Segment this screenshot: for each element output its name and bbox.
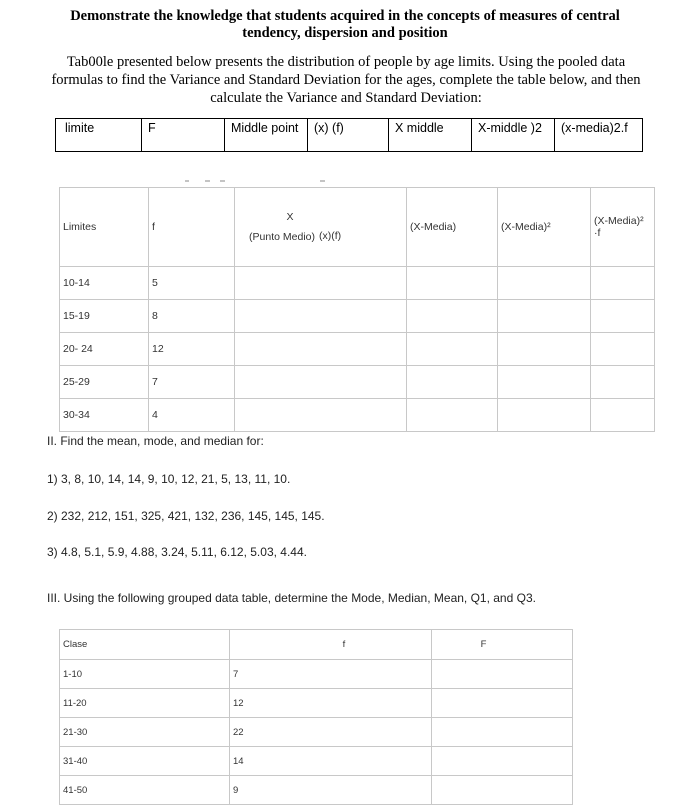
- col-clase: Clase: [60, 630, 230, 660]
- row-clase: 21-30: [60, 718, 230, 747]
- header-x-middle: X middle: [389, 119, 472, 152]
- exercise-1: 1) 3, 8, 10, 14, 14, 9, 10, 12, 21, 5, 13, 11, 10.: [47, 472, 291, 486]
- table-row: [60, 747, 573, 776]
- page-title: Demonstrate the knowledge that students acquired in the concepts of measures of central tendency, dispersion and position: [70, 8, 620, 41]
- row-clase: 11-20: [60, 689, 230, 718]
- table-row: [60, 333, 655, 366]
- table-row: [60, 399, 655, 432]
- col-F: F: [432, 630, 573, 660]
- row-f: 22: [230, 718, 432, 747]
- col-f: f: [230, 630, 432, 660]
- table-row: [60, 776, 573, 805]
- col-x: X: [286, 211, 294, 223]
- row-limit: 30-34: [60, 399, 149, 432]
- header-xf: (x) (f): [308, 119, 389, 152]
- row-limit: 20- 24: [60, 333, 149, 366]
- grouped-data-table: [59, 187, 655, 432]
- row-limit: 25-29: [60, 366, 149, 399]
- table-row: [60, 660, 573, 689]
- table-row: [60, 300, 655, 333]
- col-f: f: [149, 188, 235, 267]
- col-limites: Limites: [60, 188, 149, 267]
- table-row: [60, 267, 655, 300]
- row-f: 7: [149, 366, 235, 399]
- class-frequency-table: [59, 629, 573, 805]
- exercise-2: 2) 232, 212, 151, 325, 421, 132, 236, 145, 145, 145.: [47, 509, 325, 523]
- table-row: [60, 689, 573, 718]
- header-x-media-squared-f: (x-media)2.f: [555, 119, 643, 152]
- col-xf: (x)(f): [319, 230, 342, 242]
- row-f: 9: [230, 776, 432, 805]
- row-limit: 10-14: [60, 267, 149, 300]
- row-f: 14: [230, 747, 432, 776]
- intro-paragraph: Tab00le presented below presents the distribution of people by age limits. Using the pooled data formulas to find the Variance and Standard Deviation for the ages, complete the table below, and then calculate the Variance and Standard Deviation:: [51, 54, 641, 106]
- section2-heading: II. Find the mean, mode, and median for:: [47, 434, 264, 448]
- col-x-media-squared: (X-Media)²: [498, 188, 591, 267]
- row-f: 12: [149, 333, 235, 366]
- col-x-media-squared-f: (X-Media)² ·f: [591, 188, 655, 267]
- row-f: 4: [149, 399, 235, 432]
- row-clase: 1-10: [60, 660, 230, 689]
- row-clase: 31-40: [60, 747, 230, 776]
- col-punto-medio: (Punto Medio): [249, 231, 315, 243]
- row-f: 5: [149, 267, 235, 300]
- header-middle-point: Middle point: [225, 119, 308, 152]
- header-limite: limite: [56, 119, 142, 152]
- row-f: 7: [230, 660, 432, 689]
- table-header-row: [60, 630, 573, 660]
- table-row: [60, 366, 655, 399]
- table-row: [60, 718, 573, 747]
- scan-artifact: [185, 178, 345, 184]
- row-f: 8: [149, 300, 235, 333]
- row-limit: 15-19: [60, 300, 149, 333]
- col-x-media: (X-Media): [407, 188, 498, 267]
- exercise-3: 3) 4.8, 5.1, 5.9, 4.88, 3.24, 5.11, 6.12, 5.03, 4.44.: [47, 545, 307, 559]
- row-clase: 41-50: [60, 776, 230, 805]
- header-F: F: [142, 119, 225, 152]
- table-header-row: [60, 188, 655, 267]
- variance-table-header: [55, 118, 643, 152]
- header-x-middle-squared: X-middle )2: [472, 119, 555, 152]
- section3-heading: III. Using the following grouped data table, determine the Mode, Median, Mean, Q1, and Q3.: [47, 591, 536, 605]
- row-f: 12: [230, 689, 432, 718]
